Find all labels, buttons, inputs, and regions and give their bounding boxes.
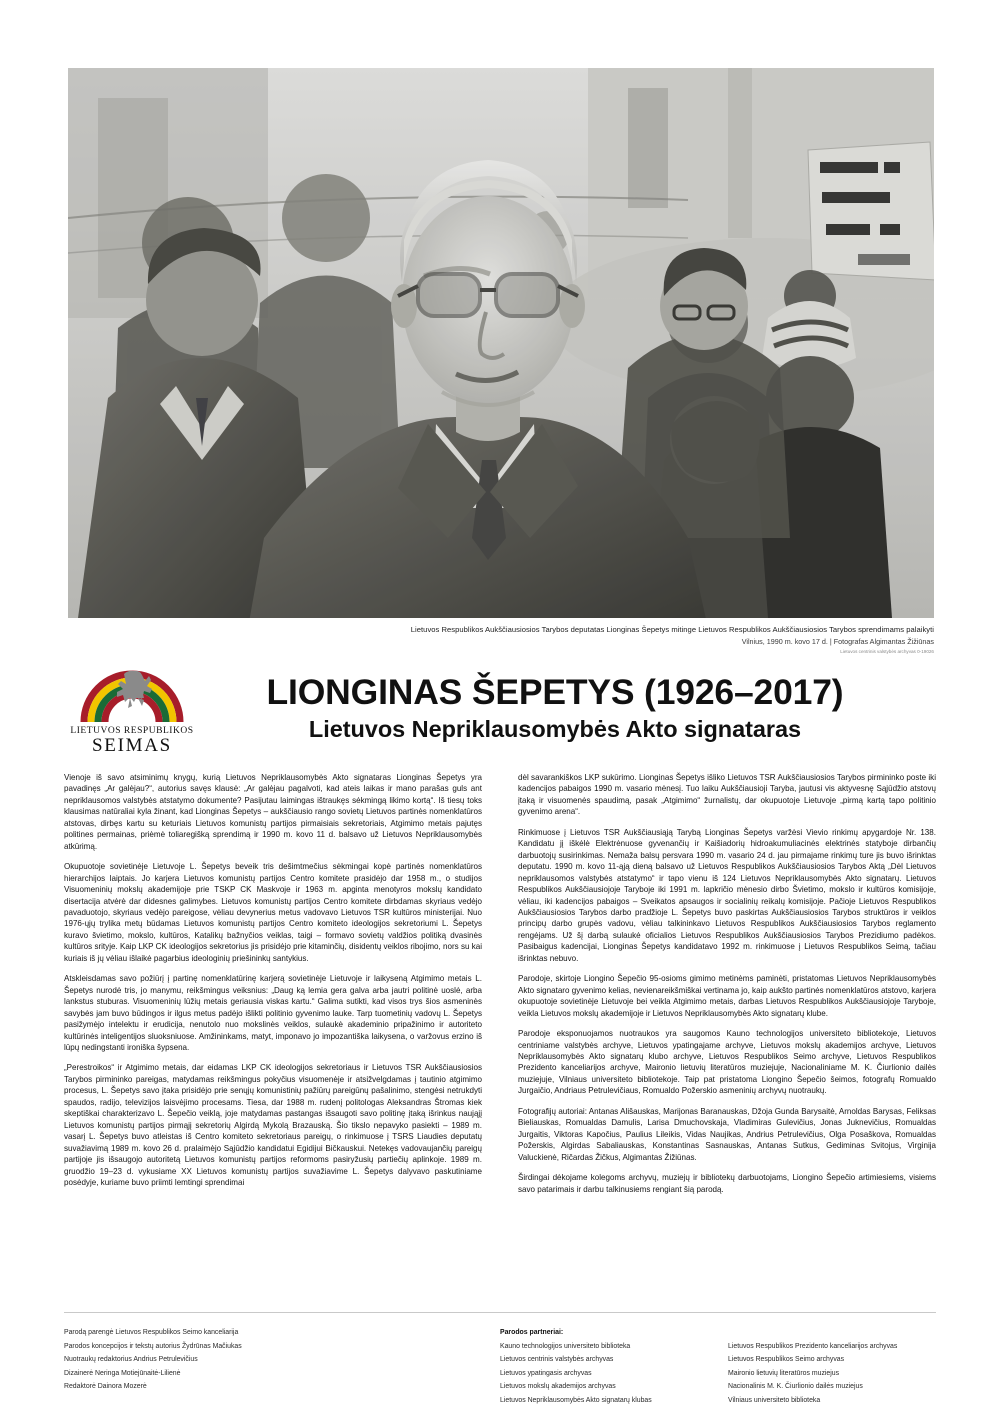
page-title: LIONGINAS ŠEPETYS (1926–2017) [266,672,844,712]
footer-divider [64,1312,936,1313]
paragraph: „Perestroikos“ ir Atgimimo metais, dar eidamas LKP CK ideologijos sekretoriaus ir Lietuvos TSR Aukščiausiosios Tarybos pirmininko pareigas, matydamas reikšmingus pokyčius visuomenėje ir atsižvelgdamas į tautinio atgimimo procesus, L. Šepetys savo įtaka prisidėjo prie senųjų komunistinių pažiūrų pareigūnų pašalinimo, stengėsi netrukdyti spaudos, radijo, televizijos laisvėjimo procesams. Tiesa, dar 1988 m. rudenį politologas Aleksandras Štromas kiek skeptiškai charakterizavo L. Šepečio veiklą, joje matydamas pastangas išsaugoti savo politinę įtaką išrinkus naująjį Lietuvos komunistų partijos pirmąjį sekretorių Algirdą Mykolą Brazauską. Šio tikslo nepavyko pasiekti – 1989 m. vasarį L. Šepetys buvo atleistas iš Centro komiteto sekretoriaus pareigų, o rinkimuose į TSRS Liaudies deputatų suvažiavimą 1989 m. kovo 26 d. pralaimėjo Sąjūdžio kandidatui Egidijui Bičkauskui. Netekęs vadovaujančių pareigų partijoje jis išsaugojo autoritetą Lietuvos komunistų partijos reformoms pasiryžusių partiečių aplinkoje. 1989 m. gruodžio 19–23 d. vykusiame XX Lietuvos komunistų partijos suvažiavime L. Šepetys dalyvavo paskutiniame posėdyje, kuriame buvo priimti lemtingi sprendimai [64,1063,482,1187]
paragraph: Parodoje, skirtoje Liongino Šepečio 95-osioms gimimo metinėms paminėti, pristatomas Lietuvos Nepriklausomybės Akto signataro gyvenimo kelias, nevienareikšmiškai vertinama jo, kaip aukšto partinės nomenklatūros atstovo, karjera okupuotoje sovietinėje Lietuvoje bei veikla Atgimimo metais, darbas Lietuvos Respublikos Aukščiausiojoje Taryboje, veikla Lietuvos mokslų akademijoje ir Lietuvos Nepriklausomybės Akto signatarų klube. [518,974,936,1018]
logo-text-seimas: SEIMAS [92,735,172,756]
paragraph: Atskleisdamas savo požiūrį į partinę nomenklatūrinę karjerą sovietinėje Lietuvoje ir laikyseną Atgimimo metais L. Šepetys nurodė tris, jo manymu, reikšmingus veiksnius: „Daug ką lemia gera galva arba jautri politinė uoslė, arba lankstus stuburas. Visuomeninių lūžių metais geriausia viskas kartu.“ Galima sutikti, kad visos trys šios asmeninės savybės jam buvo būdingos ir ilgus metus padėjo išlikti politinio gyvenimo lauke. Tarp tuometinių vadovų L. Šepetys pasižymėjo intelektu ir erudicija, nenutolo nuo mokslinės veiklos, sulaukė akademinio pripažinimo ir autoriteto kultūrinės inteligentijos sluoksniuose. Amžininkams, matyt, imponavo jo impozantiška laikysena, o varžovus erzino iš lūpų nedingstanti ironiška šypsena. [64,974,482,1052]
paragraph: Okupuotoje sovietinėje Lietuvoje L. Šepetys beveik tris dešimtmečius sėkmingai kopė partinės nomenklatūros hierarchijos laiptais. Jo karjera Lietuvos komunistų partijos Centro komitete prasidėjo dar 1958 m., o studijos Visuomeninių mokslų akademijoje prie TSKP CK Maskvoje ir 1963 m. apginta menotyros mokslų kandidato disertacija atvėrė dar didesnes galimybes. Lietuvos komunistų partijos Centro komitete dirbdamas skyriaus vedėjo pavaduotojo, skyriaus vedėjo pareigose, vėliau devynerius metus vadovavo Lietuvos TSR kultūros ministerijai. Nuo 1976-ųjų trylika metų būdamas Lietuvos komunistų partijos Centro komiteto ideologijos sekretoriumi L. Šepetys kuravo švietimo, mokslo, kultūros, Katalikų bažnyčios veiklas, taigi – formavo sovietų valdžios politiką dvasinės kultūros srityje. Kaip LKP CK ideologijos sekretorius jis prisidėjo prie kitaminčių, disidentų veiklos ribojimo, nors su kai kuriais iš jų vėliau išlaikė pagarbius ideologinių priešininkų santykius. [64,862,482,963]
paragraph: Rinkimuose į Lietuvos TSR Aukščiausiąją Tarybą Lionginas Šepetys varžėsi Vievio rinkimų apygardoje Nr. 138. Kandidatu jį iškėlė Elektrėnuose gyvenančių ir Kaišiadorių hidroakumuliacinės elektrinės statyboje dirbančių darbuotojų susirinkimas. Nemaža balsų persvara 1990 m. vasario 24 d. jau pirmajame rinkimų ture jis buvo išrinktas deputatu. 1990 m. kovo 11-ąją dieną balsavo už Lietuvos Respublikos Aukščiausiosios Tarybos Aktą „Dėl Lietuvos nepriklausomos valstybės atstatymo“ ir tapo vienu iš 124 Lietuvos Nepriklausomybės Akto signatarų. Lietuvos Respublikos Aukščiausiojoje Taryboje iki 1991 m. lapkričio mėnesio dirbo Švietimo, mokslo ir kultūros komisijoje, vėliau, iki kadencijos pabaigos – Sveikatos apsaugos ir socialinių reikalų komisijoje. Pačioje Lietuvos Respublikos Aukščiausiosios Tarybos darbo pradžioje L. Šepetys buvo paskirtas Aukščiausiosios Tarybos struktūros ir veiklos principų darbo grupės vadovu, vėliau talkininkavo Lietuvos Respublikos Aukščiausiosios Tarybos reglamento rengėjams. Už šį darbą sulaukė oficialios Lietuvos Respublikos Aukščiausiosios Tarybos Prezidiumo padėkos. Pasibaigus kadencijai, Lionginas Šepetys kandidatavo 1992 m. rinkimuose į Lietuvos Respublikos Seimą, tačiau išrinktas nebuvo. [518,827,936,963]
partner-line: Nacionalinis M. K. Čiurlionio dailės muziejus [728,1383,863,1391]
footer-spacer [728,1326,936,1340]
body-columns [64,772,936,1195]
footer-credits-column [64,1326,500,1408]
partner-line: Lietuvos Respublikos Seimo archyvas [728,1356,845,1364]
paragraph: Fotografijų autoriai: Antanas Ališauskas, Marijonas Baranauskas, Džoja Gunda Barysaitė, Arnoldas Barysas, Feliksas Bieliauskas, Romualdas Damulis, Larisa Dmuchovskaja, Vladimiras Gulevičius, Jonas Juknevičius, Romualdas Jurgaitis, Viktoras Kapočius, Paulius Lileikis, Vidas Naujikas, Andrius Petrulevičius, Olga Posaškova, Romualdas Požerskis, Algirdas Sabaliauskas, Konstantinas Sasnauskas, Antanas Sutkus, Gediminas Svitojus, Virginija Valuckienė, Ričardas Žičkus, Algimantas Žižiūnas. [518,1106,936,1162]
logo-text-republic: LIETUVOS RESPUBLIKOS [70,726,194,736]
partner-line: Vilniaus universiteto biblioteka [728,1396,821,1404]
credit-line: Dizainerė Neringa Motiejūnaitė-Lilienė [64,1369,181,1377]
credit-line: Parodą parengė Lietuvos Respublikos Seimo kanceliarija [64,1329,239,1336]
partner-line: Kauno technologijos universiteto biblioteka [500,1342,631,1350]
seimas-logo [66,668,198,756]
caption-credit: Vilnius, 1990 m. kovo 17 d. | Fotografas Algimantas Žižiūnas [741,637,934,646]
partner-line: Lietuvos Respublikos Prezidento kanceliarijos archyvas [728,1342,898,1350]
credit-line: Nuotraukų redaktorius Andrius Petrulevičius [64,1356,198,1364]
caption-archive-reference: Lietuvos centrinis valstybės archyvas 0-19026 [840,649,934,654]
footer-partners-column-1 [500,1326,728,1408]
partner-line: Lietuvos mokslų akademijos archyvas [500,1383,616,1391]
paragraph: Širdingai dėkojame kolegoms archyvų, muziejų ir bibliotekų darbuotojams, Liongino Šepečio artimiesiems, visiems savo patarimais ir darbu talkinusiems rengiant šią parodą. [518,1173,936,1194]
footer-partners-column-2 [728,1326,936,1408]
page-subtitle: Lietuvos Nepriklausomybės Akto signataras [308,716,802,742]
partner-line: Maironio lietuvių literatūros muziejus [728,1369,840,1377]
caption-description: Lietuvos Respublikos Aukščiausiosios Tarybos deputatas Lionginas Šepetys mitinge Lietuvos Respublikos Aukščiausiosios Tarybos sprendimams palaikyti [410,625,934,634]
partners-heading: Parodos partneriai: [500,1329,564,1336]
left-text-column [64,772,482,1195]
credit-line: Redaktorė Dainora Mozerė [64,1383,147,1391]
paragraph: Vienoje iš savo atsiminimų knygų, kurią Lietuvos Nepriklausomybės Akto signataras Lionginas Šepetys yra pavadinęs „Ar galėjau?“, autorius savęs klausė: „Ar galėjau pagalvoti, kad ateis laikas ir mano parašas guls ant nepriklausomos valstybės atstatymo dokumente? Pasijutau laimingas ištraukęs sėkmingą likimo kortą“. Iš tiesų toks klausimas natūraliai kyla žinant, kad Lionginas Šepetys – aukščiausio rango sovietų Lietuvos partinės nomenklatūros atstovas, dirbęs kartu su keturiais Lietuvos komunistų partijos pirmaisiais sekretoriais, Atgimimo metais pajutęs politines permainas, priėmė toliaregišką sprendimą ir 1990 m. kovo 11 d. balsavo už Lietuvos Nepriklausomybės atkūrimą. [64,773,482,851]
right-text-column [518,772,936,1195]
footer [64,1326,936,1408]
credit-line: Parodos koncepcijos ir tekstų autorius Žydrūnas Mačiukas [64,1342,242,1350]
title-block [205,672,905,744]
paragraph: Parodoje eksponuojamos nuotraukos yra saugomos Kauno technologijos universiteto bibliotekoje, Lietuvos centriniame valstybės archyve, Lietuvos ypatingajame archyve, Lietuvos mokslų akademijos archyve, Lietuvos Nepriklausomybės Akto signatarų klubo archyve, Lietuvos Respublikos Seimo archyve, Lietuvos Respublikos Prezidento kanceliarijos archyve, Maironio lietuvių literatūros muziejuje, Nacionaliniame M. K. Čiurlionio dailės muziejuje, Vilniaus universiteto bibliotekoje. Taip pat pristatoma Liongino Šepečio šeimos, fotografų Romualdo Jurgaičio, Andriaus Petrulevičiaus, Romualdo Požerskio asmeninių archyvų nuotraukų. [518,1029,936,1096]
seimas-emblem-icon [66,668,198,724]
photo-caption [68,624,934,656]
paragraph: dėl savarankiškos LKP sukūrimo. Lionginas Šepetys išliko Lietuvos TSR Aukščiausiosios Tarybos pirmininko poste iki kadencijos pabaigos 1990 m. vasario mėnesį. Tuo laiku Aukščiausioji Taryba, jautusi vis aktyvesnę Sąjūdžio atstovų įtaką ir visuomenės spaudimą, pasak „Atgimimo“ žurnalistų, dar okupuotoje Lietuvoje „pirmą kartą tapo politinio gyvenimo arena“. [518,773,936,817]
historical-photograph [68,68,934,618]
partner-line: Lietuvos centrinis valstybės archyvas [500,1356,614,1364]
partner-line: Lietuvos ypatingasis archyvas [500,1369,592,1377]
partner-line: Lietuvos Nepriklausomybės Akto signatarų klubas [500,1396,652,1404]
photo-illustration [68,68,934,618]
